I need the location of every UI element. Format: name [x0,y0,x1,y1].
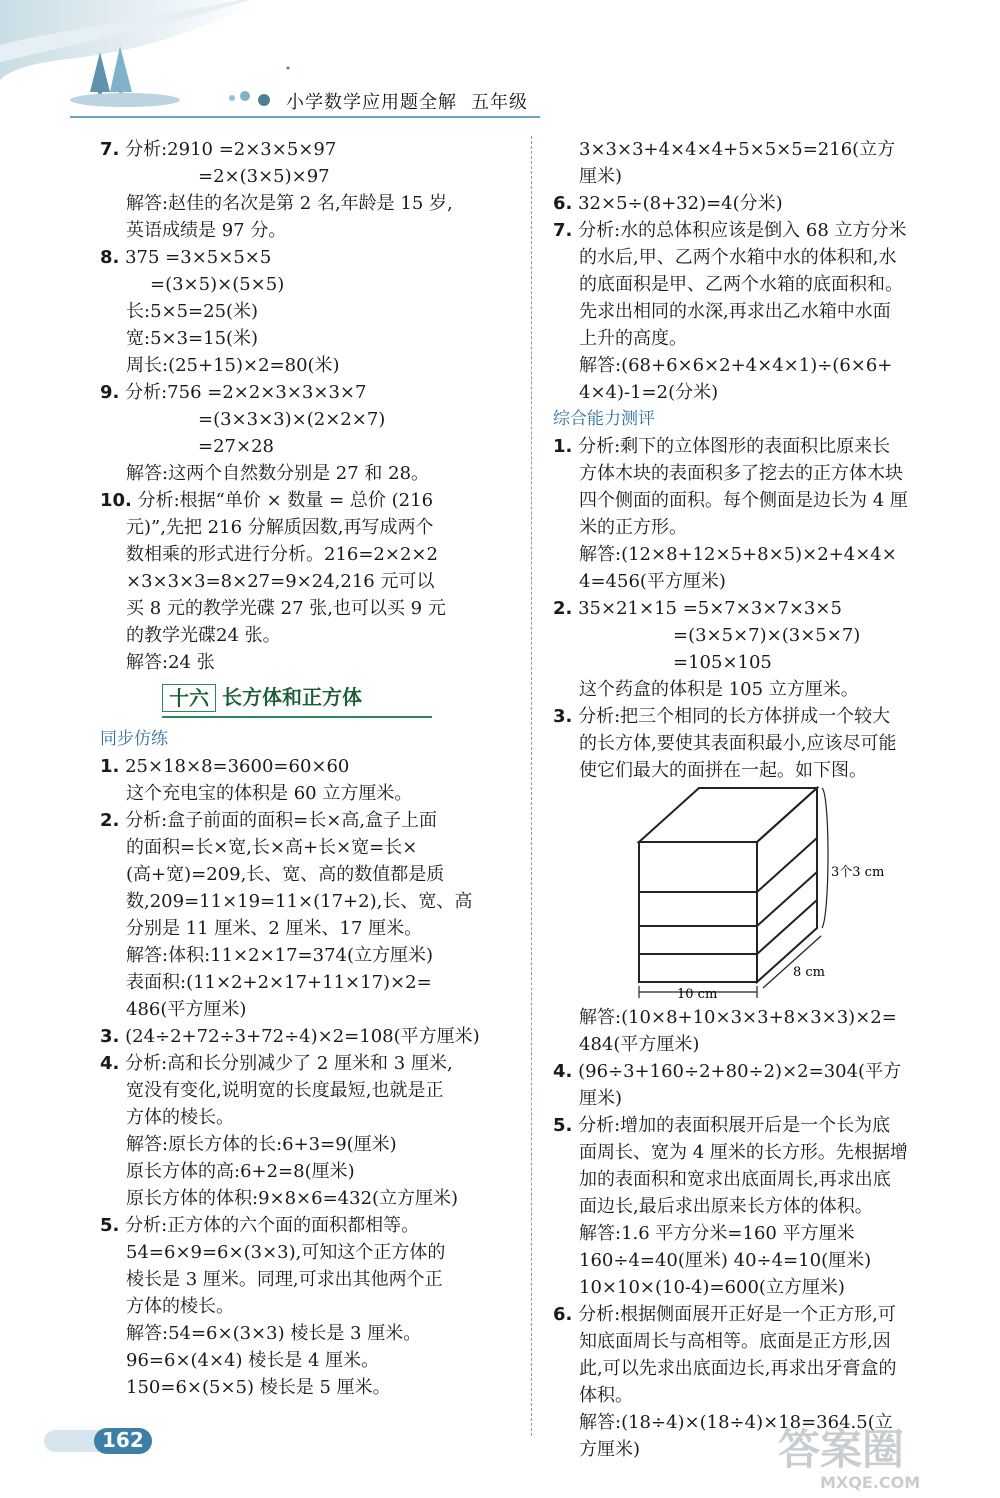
text-line: 解答:这两个自然数分别是 27 和 28。 [126,463,430,484]
text-line: 4. (96÷3+160÷2+80÷2)×2=304(平方 [553,1061,902,1082]
text-line: 先求出相同的水深,再求出乙水箱中水面 [579,301,891,322]
text-line: 数相乘的形式进行分析。216=2×2×2 [126,544,438,565]
left-answers-a [100,136,509,676]
text-line: 面边长,最后求出原来长方体的体积。 [579,1196,873,1217]
text-line: 米的正方形。 [579,517,687,538]
text-line: 解答:1.6 平方分米=160 平方厘米 [579,1223,855,1244]
text-line: 周长:(25+15)×2=80(米) [126,355,340,376]
height-label: 3个3 cm [831,865,885,880]
text-line: 方体木块的表面积多了挖去的正方体木块 [579,463,903,484]
text-line: 宽没有变化,说明宽的长度最短,也就是正 [126,1080,444,1101]
chapter-underline [162,716,432,718]
text-line: 解答:54=6×(3×3) 棱长是 3 厘米。 [126,1323,422,1344]
text-line: 解答:24 张 [126,652,215,673]
text-line: 厘米) [579,1088,623,1109]
width-label: 10 cm [677,987,718,999]
svg-text:答案圈: 答案圈 [778,1425,905,1474]
book-title: 小学数学应用题全解 [286,92,457,113]
text-line: 解答:(12×8+12×5+8×5)×2+4×4× [579,544,897,565]
text-line: 4×4)-1=2(分米) [579,382,719,403]
text-line: =2×(3×5)×97 [198,166,330,187]
text-line: 上升的高度。 [579,328,687,349]
text-line: 的面积=长×宽,长×高+长×宽=长× [126,837,418,858]
text-line: 方体的棱长。 [126,1296,234,1317]
text-line: 2. 35×21×15 =5×7×3×7×3×5 [553,598,842,619]
text-line: 5. 分析:增加的表面积展开后是一个长为底 [553,1115,891,1136]
text-line: 4=456(平方厘米) [579,571,726,592]
text-line: 3. (24÷2+72÷3+72÷4)×2=108(平方厘米) [100,1026,480,1047]
text-line: 10. 分析:根据“单价 × 数量 = 总价 (216 [100,490,434,511]
text-line: 1. 分析:剩下的立体图形的表面积比原来长 [553,436,891,457]
text-line: 原长方体的体积:9×8×6=432(立方厘米) [126,1188,459,1209]
left-answers-b [100,753,509,1401]
text-line: (高+宽)=209,长、宽、高的数值都是质 [126,864,445,885]
stacked-cuboid-diagram [617,784,937,999]
column-divider [531,136,532,1436]
page-number: 162 [102,1428,144,1452]
text-line: 3. 分析:把三个相同的长方体拼成一个较大 [553,706,891,727]
text-line: 元)”,先把 216 分解质因数,再写成两个 [126,517,434,538]
right-answers-a [553,136,967,406]
text-line: 这个药盒的体积是 105 立方厘米。 [579,679,859,700]
right-answers-b [553,433,967,784]
text-line: 54=6×9=6×(3×3),可知这个正方体的 [126,1242,446,1263]
text-line: 棱长是 3 厘米。同理,可求出其他两个正 [126,1269,443,1290]
text-line: 方厘米) [579,1439,641,1460]
chapter-title: 长方体和正方体 [222,685,362,709]
text-line: 484(平方厘米) [579,1034,700,1055]
text-line: 分别是 11 厘米、2 厘米、17 厘米。 [126,918,423,939]
text-line: 486(平方厘米) [126,999,247,1020]
text-line: 这个充电宝的体积是 60 立方厘米。 [126,783,413,804]
text-line: 7. 分析:水的总体积应该是倒入 68 立方分米 [553,220,907,241]
text-line: 知底面周长与高相等。底面是正方形,因 [579,1331,891,1352]
text-line: 面周长、宽为 4 厘米的长方形。先根据增 [579,1142,908,1163]
depth-label: 8 cm [793,965,826,980]
text-line: 4. 分析:高和长分别减少了 2 厘米和 3 厘米, [100,1053,453,1074]
text-line: 解答:赵佳的名次是第 2 名,年龄是 15 岁, [126,193,453,214]
header-title [286,88,528,114]
text-line: 原长方体的高:6+2=8(厘米) [126,1161,355,1182]
text-line: 宽:5×3=15(米) [126,328,259,349]
text-line: =(3×3×3)×(2×2×7) [198,409,386,430]
text-line: 6. 分析:根据侧面展开正好是一个正方形,可 [553,1304,896,1325]
right-answers-c [553,1004,967,1463]
text-line: 体积。 [579,1385,633,1406]
text-line: 7. 分析:2910 =2×3×5×97 [100,139,337,160]
text-line: 解答:原长方体的长:6+3=9(厘米) [126,1134,397,1155]
text-line: 150=6×(5×5) 棱长是 5 厘米。 [126,1377,391,1398]
text-line: =105×105 [673,652,772,673]
text-line: 方体的棱长。 [126,1107,234,1128]
cuboid-figure [557,784,967,1004]
text-line: =27×28 [198,436,274,457]
text-line: 96=6×(4×4) 棱长是 4 厘米。 [126,1350,380,1371]
text-line: 160÷4=40(厘米) 40÷4=10(厘米) [579,1250,872,1271]
left-column [100,136,509,1401]
text-line: 英语成绩是 97 分。 [126,220,287,241]
text-line: 解答:体积:11×2×17=374(立方厘米) [126,945,434,966]
chapter-heading [104,676,509,726]
svg-text:MXQE.COM: MXQE.COM [820,1473,921,1492]
text-line: 此,可以先求出底面边长,再求出牙膏盒的 [579,1358,897,1379]
text-line: 厘米) [579,166,623,187]
text-line: 使它们最大的面拼在一起。如下图。 [579,760,867,781]
text-line: 解答:(10×8+10×3×3+8×3×3)×2= [579,1007,897,1028]
grade-label: 五年级 [471,92,528,113]
text-line: 买 8 元的教学光碟 27 张,也可以买 9 元 [126,598,446,619]
text-line: =(3×5×7)×(3×5×7) [673,625,861,646]
section-title-sync-practice: 同步仿练 [100,729,168,749]
right-column [553,136,967,1463]
text-line: 四个侧面的面积。每个侧面是边长为 4 厘 [579,490,908,511]
text-line: 的水后,甲、乙两个水箱中水的体积和,水 [579,247,897,268]
chapter-number: 十六 [162,684,216,712]
text-line: 5. 分析:正方体的六个面的面积都相等。 [100,1215,420,1236]
watermark-logo [770,1418,980,1492]
text-line: ×3×3×3=8×27=9×24,216 元可以 [126,571,435,592]
text-line: 1. 25×18×8=3600=60×60 [100,756,350,777]
text-line: 解答:(18÷4)×(18÷4)×18=364.5(立 [579,1412,893,1433]
text-line: =(3×5)×(5×5) [150,274,285,295]
text-line: 8. 375 =3×5×5×5 [100,247,272,268]
text-line: 的教学光碟24 张。 [126,625,281,646]
text-line: 数,209=11×19=11×(17+2),长、宽、高 [126,891,473,912]
text-line: 的底面积是甲、乙两个水箱的底面积和。 [579,274,903,295]
text-line: 解答:(68+6×6×2+4×4×1)÷(6×6+ [579,355,893,376]
text-line: 2. 分析:盒子前面的面积=长×高,盒子上面 [100,810,438,831]
text-line: 长:5×5=25(米) [126,301,259,322]
section-title-comprehensive-test: 综合能力测评 [553,409,655,429]
text-line: 的长方体,要使其表面积最小,应该尽可能 [579,733,897,754]
text-line: 3×3×3+4×4×4+5×5×5=216(立方 [579,139,896,160]
text-line: 9. 分析:756 =2×2×3×3×3×7 [100,382,367,403]
text-line: 表面积:(11×2+2×17+11×17)×2= [126,972,432,993]
text-line: 6. 32×5÷(8+32)=4(分米) [553,193,783,214]
header-rule [70,116,540,118]
text-line: 加的表面积和宽求出底面周长,再求出底 [579,1169,891,1190]
text-line: 10×10×(10-4)=600(立方厘米) [579,1277,845,1298]
